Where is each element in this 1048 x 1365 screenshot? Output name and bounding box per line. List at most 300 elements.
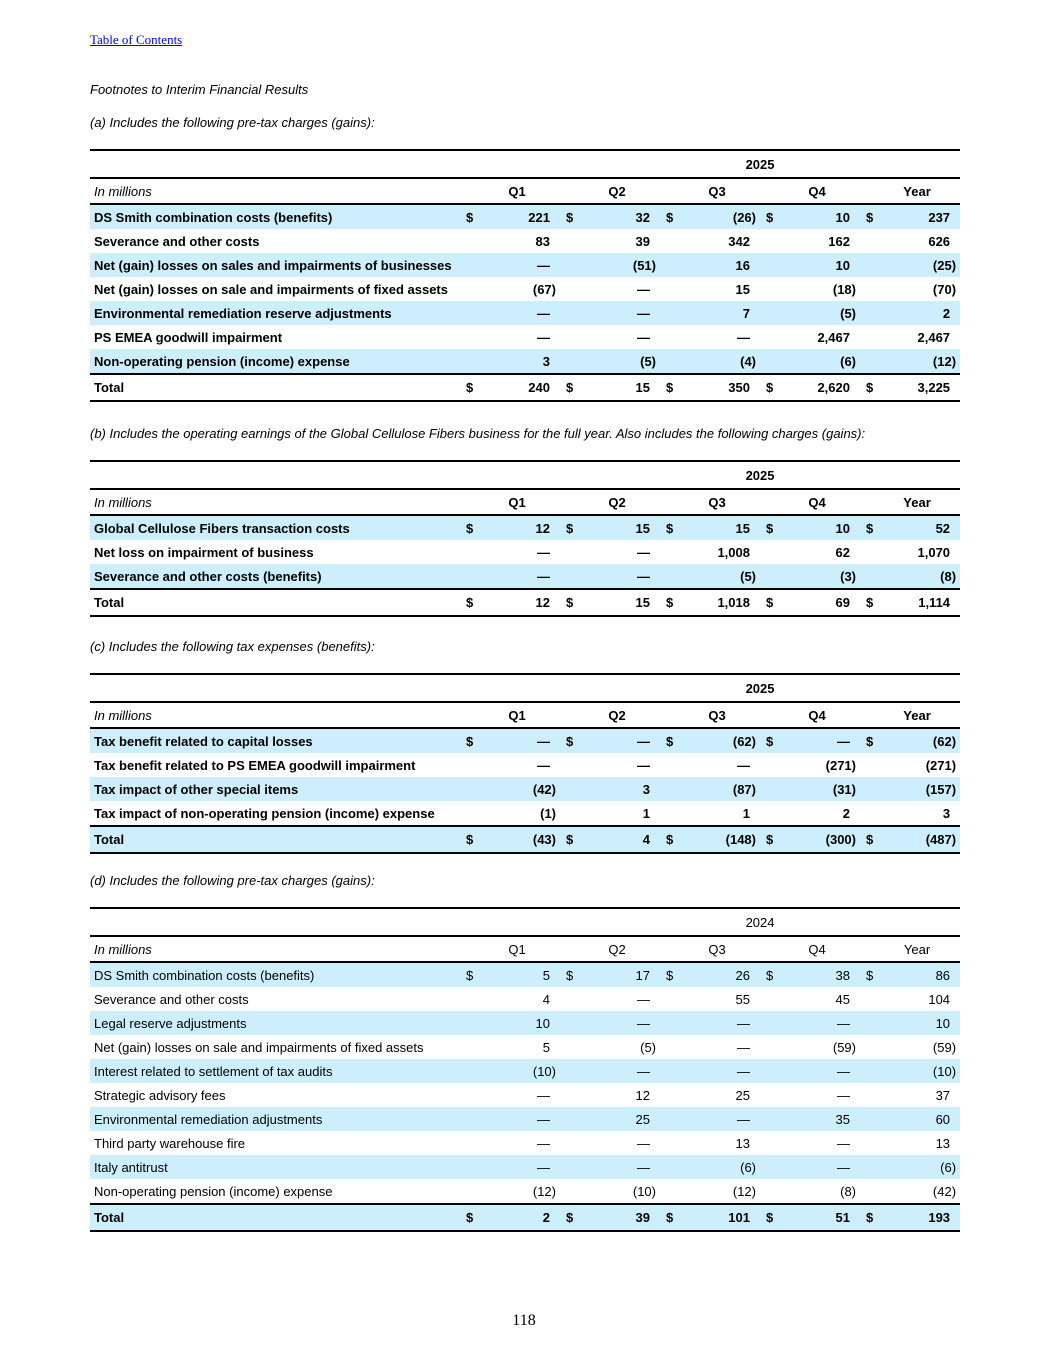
dollar-sign (760, 349, 774, 374)
cell-value: (51) (574, 253, 660, 277)
dollar-sign (460, 1107, 474, 1131)
dollar-sign: $ (860, 204, 874, 229)
row-label: Interest related to settlement of tax audits (90, 1059, 460, 1083)
units-label: In millions (90, 489, 460, 515)
cell-value: (42) (474, 777, 560, 801)
row-label: Tax benefit related to capital losses (90, 728, 460, 753)
cell-value: (59) (932, 1039, 957, 1055)
cell-value: — (574, 1155, 660, 1179)
column-header: Q4 (774, 489, 860, 515)
dollar-sign (560, 564, 574, 589)
dollar-sign (860, 1179, 874, 1204)
row-label: Non-operating pension (income) expense (94, 1183, 333, 1199)
dollar-sign (860, 301, 874, 325)
dollar-sign (460, 801, 474, 826)
dollar-sign (660, 349, 674, 374)
table-row (90, 515, 960, 540)
dollar-sign (560, 301, 574, 325)
cell-value: 69 (774, 589, 860, 616)
cell-value: (5) (774, 301, 860, 325)
cell-value: — (674, 1059, 760, 1083)
dollar-sign (860, 1155, 874, 1179)
dollar-sign: $ (460, 728, 474, 753)
table-row (90, 204, 960, 229)
dollar-sign (560, 349, 574, 374)
dollar-sign (460, 1131, 474, 1155)
table-row (90, 753, 960, 777)
cell-value: 2,620 (774, 374, 860, 401)
cell-value: — (474, 564, 560, 589)
table-row (90, 229, 960, 253)
cell-value: (12) (732, 1183, 756, 1199)
dollar-sign (560, 1011, 574, 1035)
cell-value: — (674, 1011, 760, 1035)
table-of-contents-link[interactable]: Table of Contents (90, 32, 183, 47)
column-header: Q3 (674, 178, 760, 204)
dollar-sign (760, 253, 774, 277)
dollar-sign: $ (760, 589, 774, 616)
cell-value: (1) (540, 805, 556, 821)
cell-value: — (737, 1039, 750, 1055)
cell-value: (4) (674, 349, 760, 374)
table-row (90, 1083, 960, 1107)
dollar-sign: $ (760, 962, 774, 987)
dollar-sign (660, 564, 674, 589)
cell-value: 60 (874, 1107, 960, 1131)
dollar-sign (660, 229, 674, 253)
dollar-sign (860, 564, 874, 589)
dollar-sign (860, 753, 874, 777)
cell-value: (271) (825, 757, 856, 773)
dollar-sign: $ (560, 374, 574, 401)
dollar-sign (760, 1011, 774, 1035)
dollar-sign (660, 1155, 674, 1179)
dollar-sign: $ (660, 728, 674, 753)
cell-value: (6) (874, 1155, 960, 1179)
dollar-sign: $ (760, 1204, 774, 1231)
cell-value: — (537, 1135, 550, 1151)
dollar-sign (760, 1107, 774, 1131)
cell-value: 4 (574, 826, 660, 853)
dollar-sign (860, 777, 874, 801)
dollar-sign (660, 1035, 674, 1059)
dollar-sign: $ (860, 515, 874, 540)
table-row (90, 1059, 960, 1083)
dollar-sign (460, 1035, 474, 1059)
cell-value: (8) (840, 1183, 856, 1199)
row-label: Third party warehouse fire (94, 1135, 246, 1151)
dollar-sign (760, 277, 774, 301)
dollar-sign (660, 753, 674, 777)
row-label: Net (gain) losses on sale and impairments of fixed assets (94, 281, 448, 297)
cell-value: 86 (874, 962, 960, 987)
dollar-sign (560, 1107, 574, 1131)
cell-value: (10) (474, 1059, 560, 1083)
dollar-sign (460, 1059, 474, 1083)
dollar-sign (760, 564, 774, 589)
total-row (90, 1204, 960, 1231)
year-header: 2025 (560, 461, 960, 489)
cell-value: 62 (835, 544, 850, 560)
cell-value: 3,225 (874, 374, 960, 401)
dollar-sign (760, 301, 774, 325)
dollar-sign: $ (460, 826, 474, 853)
cell-value: 5 (474, 962, 560, 987)
cell-value: 162 (828, 233, 850, 249)
dollar-sign (760, 229, 774, 253)
column-header: Q2 (574, 936, 660, 962)
dollar-sign: $ (560, 589, 574, 616)
dollar-sign: $ (560, 204, 574, 229)
cell-value: — (774, 728, 860, 753)
section-heading: Footnotes to Interim Financial Results (90, 82, 309, 97)
dollar-sign: $ (760, 728, 774, 753)
dollar-sign (860, 325, 874, 349)
column-header: Q2 (574, 178, 660, 204)
total-row (90, 826, 960, 853)
dollar-sign (660, 1011, 674, 1035)
cell-value: 25 (574, 1107, 660, 1131)
dollar-sign (460, 301, 474, 325)
column-header: Year (874, 489, 960, 515)
dollar-sign: $ (460, 515, 474, 540)
cell-value: 221 (474, 204, 560, 229)
dollar-sign (560, 325, 574, 349)
dollar-sign (560, 540, 574, 564)
dollar-sign (560, 1059, 574, 1083)
dollar-sign: $ (660, 1204, 674, 1231)
dollar-sign (560, 753, 574, 777)
dollar-sign (860, 277, 874, 301)
column-header: Q2 (574, 702, 660, 728)
cell-value: — (637, 544, 650, 560)
cell-value: (487) (874, 826, 960, 853)
dollar-sign (460, 753, 474, 777)
cell-value: (5) (640, 1039, 656, 1055)
dollar-sign: $ (660, 962, 674, 987)
row-label: PS EMEA goodwill impairment (94, 329, 283, 345)
cell-value: (26) (674, 204, 760, 229)
cell-value: (10) (632, 1183, 656, 1199)
cell-value: (67) (532, 281, 556, 297)
cell-value: 15 (574, 374, 660, 401)
cell-value: (12) (874, 349, 960, 374)
cell-value: 10 (774, 253, 860, 277)
dollar-sign: $ (560, 962, 574, 987)
dollar-sign: $ (860, 728, 874, 753)
row-label: DS Smith combination costs (benefits) (90, 962, 460, 987)
dollar-sign (460, 1155, 474, 1179)
cell-value: 12 (474, 589, 560, 616)
dollar-sign (460, 1011, 474, 1035)
dollar-sign (760, 1131, 774, 1155)
dollar-sign: $ (760, 515, 774, 540)
cell-value: (59) (832, 1039, 856, 1055)
cell-value: — (774, 1155, 860, 1179)
dollar-sign (460, 325, 474, 349)
row-label: Net (gain) losses on sales and impairments of businesses (90, 253, 460, 277)
table-row (90, 1035, 960, 1059)
dollar-sign (560, 253, 574, 277)
footnote-caption: (b) Includes the operating earnings of the Global Cellulose Fibers business for the full year. Also includes the following charges (gains): (90, 426, 866, 441)
cell-value: — (537, 329, 550, 345)
dollar-sign: $ (560, 1204, 574, 1231)
dollar-sign (760, 540, 774, 564)
dollar-sign (860, 801, 874, 826)
table-row (90, 1155, 960, 1179)
cell-value: 15 (574, 589, 660, 616)
column-header: Q4 (774, 936, 860, 962)
cell-value: 237 (874, 204, 960, 229)
dollar-sign: $ (760, 204, 774, 229)
table-row (90, 540, 960, 564)
row-label: Environmental remediation adjustments (90, 1107, 460, 1131)
cell-value: 193 (874, 1204, 960, 1231)
cell-value: — (674, 1107, 760, 1131)
cell-value: 83 (535, 233, 550, 249)
dollar-sign: $ (860, 374, 874, 401)
cell-value: 38 (774, 962, 860, 987)
row-label: Net loss on impairment of business (94, 544, 314, 560)
dollar-sign (660, 277, 674, 301)
cell-value: 2 (474, 1204, 560, 1231)
units-label: In millions (90, 936, 460, 962)
dollar-sign (660, 301, 674, 325)
cell-value: — (474, 301, 560, 325)
cell-value: 2 (874, 301, 960, 325)
dollar-sign (660, 1179, 674, 1204)
row-label: DS Smith combination costs (benefits) (90, 204, 460, 229)
dollar-sign (560, 229, 574, 253)
cell-value: — (574, 728, 660, 753)
dollar-sign: $ (560, 515, 574, 540)
cell-value: — (774, 1011, 860, 1035)
cell-value: — (637, 1135, 650, 1151)
cell-value: 3 (942, 805, 951, 821)
row-label: Total (90, 374, 460, 401)
dollar-sign: $ (760, 826, 774, 853)
row-label: Net (gain) losses on sale and impairments of fixed assets (94, 1039, 424, 1055)
cell-value: (12) (532, 1183, 556, 1199)
dollar-sign (660, 253, 674, 277)
dollar-sign (760, 1035, 774, 1059)
cell-value: 51 (774, 1204, 860, 1231)
cell-value: — (537, 757, 550, 773)
cell-value: — (737, 757, 750, 773)
dollar-sign (460, 987, 474, 1011)
column-header: Q4 (774, 702, 860, 728)
cell-value: 1,008 (717, 544, 750, 560)
row-label: Global Cellulose Fibers transaction costs (90, 515, 460, 540)
page-number: 118 (512, 1312, 536, 1329)
cell-value: 10 (774, 204, 860, 229)
table-row (90, 1179, 960, 1204)
units-label: In millions (90, 178, 460, 204)
column-header: Q4 (774, 178, 860, 204)
dollar-sign (460, 564, 474, 589)
cell-value: (157) (874, 777, 960, 801)
cell-value: (5) (674, 564, 760, 589)
cell-value: 10 (874, 1011, 960, 1035)
cell-value: (5) (574, 349, 660, 374)
cell-value: 1 (742, 805, 750, 821)
cell-value: 10 (474, 1011, 560, 1035)
dollar-sign: $ (460, 374, 474, 401)
cell-value: (25) (874, 253, 960, 277)
row-label: Tax impact of other special items (90, 777, 460, 801)
cell-value: 1,114 (874, 589, 960, 616)
cell-value: (70) (932, 281, 957, 297)
cell-value: — (737, 329, 750, 345)
cell-value: 39 (574, 1204, 660, 1231)
cell-value: 13 (935, 1135, 951, 1151)
dollar-sign: $ (860, 962, 874, 987)
dollar-sign: $ (660, 515, 674, 540)
cell-value: 101 (674, 1204, 760, 1231)
dollar-sign (760, 1059, 774, 1083)
cell-value: 626 (928, 233, 951, 249)
cell-value: 39 (635, 233, 650, 249)
dollar-sign (860, 1059, 874, 1083)
cell-value: — (637, 281, 650, 297)
cell-value: — (774, 1059, 860, 1083)
row-label: Severance and other costs (94, 233, 260, 249)
dollar-sign (560, 801, 574, 826)
cell-value: 3 (574, 777, 660, 801)
table-row (90, 987, 960, 1011)
dollar-sign: $ (660, 589, 674, 616)
cell-value: 32 (574, 204, 660, 229)
row-label: Severance and other costs (94, 991, 249, 1007)
cell-value: 15 (674, 515, 760, 540)
dollar-sign (460, 540, 474, 564)
cell-value: 25 (735, 1087, 750, 1103)
cell-value: (6) (674, 1155, 760, 1179)
table-row (90, 801, 960, 826)
dollar-sign (660, 540, 674, 564)
financial-table (90, 673, 960, 854)
cell-value: 342 (728, 233, 750, 249)
cell-value: — (474, 1107, 560, 1131)
cell-value: — (637, 757, 650, 773)
row-label: Total (90, 826, 460, 853)
cell-value: (62) (874, 728, 960, 753)
cell-value: 3 (474, 349, 560, 374)
column-header: Year (874, 702, 960, 728)
dollar-sign (660, 1083, 674, 1107)
dollar-sign: $ (460, 204, 474, 229)
cell-value: (31) (774, 777, 860, 801)
footnote-caption: (a) Includes the following pre-tax charges (gains): (90, 115, 375, 130)
table-row (90, 253, 960, 277)
cell-value: — (474, 728, 560, 753)
dollar-sign (660, 1107, 674, 1131)
dollar-sign (660, 987, 674, 1011)
cell-value: (42) (932, 1183, 957, 1199)
cell-value: — (537, 1087, 550, 1103)
dollar-sign (860, 1131, 874, 1155)
financial-table (90, 149, 960, 402)
dollar-sign (460, 349, 474, 374)
dollar-sign (660, 325, 674, 349)
dollar-sign: $ (560, 826, 574, 853)
dollar-sign (860, 1083, 874, 1107)
dollar-sign: $ (660, 204, 674, 229)
cell-value: (18) (832, 281, 856, 297)
dollar-sign (560, 777, 574, 801)
cell-value: (10) (874, 1059, 960, 1083)
dollar-sign (860, 229, 874, 253)
dollar-sign: $ (660, 374, 674, 401)
cell-value: (300) (774, 826, 860, 853)
cell-value: 7 (674, 301, 760, 325)
table-row (90, 277, 960, 301)
financial-table (90, 460, 960, 617)
dollar-sign (560, 1035, 574, 1059)
cell-value: — (474, 1155, 560, 1179)
dollar-sign (860, 349, 874, 374)
cell-value: (6) (774, 349, 860, 374)
column-header: Q1 (474, 936, 560, 962)
dollar-sign (860, 1011, 874, 1035)
cell-value: — (837, 1087, 850, 1103)
cell-value: — (574, 564, 660, 589)
financial-table (90, 907, 960, 1232)
dollar-sign (760, 777, 774, 801)
cell-value: 104 (928, 991, 951, 1007)
row-label: Total (90, 589, 460, 616)
cell-value: 12 (474, 515, 560, 540)
cell-value: 1,018 (674, 589, 760, 616)
column-header: Q3 (674, 489, 760, 515)
cell-value: 52 (874, 515, 960, 540)
dollar-sign (560, 1179, 574, 1204)
dollar-sign (660, 777, 674, 801)
column-header: Q2 (574, 489, 660, 515)
year-header: 2025 (560, 674, 960, 702)
dollar-sign: $ (860, 589, 874, 616)
cell-value: (148) (674, 826, 760, 853)
cell-value: 2 (842, 805, 850, 821)
dollar-sign (560, 1131, 574, 1155)
dollar-sign: $ (760, 374, 774, 401)
table-row (90, 777, 960, 801)
dollar-sign (660, 801, 674, 826)
dollar-sign: $ (560, 728, 574, 753)
dollar-sign (860, 1035, 874, 1059)
dollar-sign: $ (460, 962, 474, 987)
cell-value: 350 (674, 374, 760, 401)
total-row (90, 374, 960, 401)
units-label: In millions (90, 702, 460, 728)
cell-value: — (637, 329, 650, 345)
cell-value: (43) (474, 826, 560, 853)
table-row (90, 301, 960, 325)
table-row (90, 728, 960, 753)
dollar-sign (460, 253, 474, 277)
cell-value: (62) (674, 728, 760, 753)
cell-value: 45 (835, 991, 850, 1007)
cell-value: 10 (774, 515, 860, 540)
dollar-sign (760, 1179, 774, 1204)
dollar-sign (760, 1155, 774, 1179)
cell-value: — (837, 1135, 850, 1151)
year-header: 2024 (560, 908, 960, 936)
column-header: Q3 (674, 936, 760, 962)
total-row (90, 589, 960, 616)
table-row (90, 1131, 960, 1155)
dollar-sign (860, 987, 874, 1011)
